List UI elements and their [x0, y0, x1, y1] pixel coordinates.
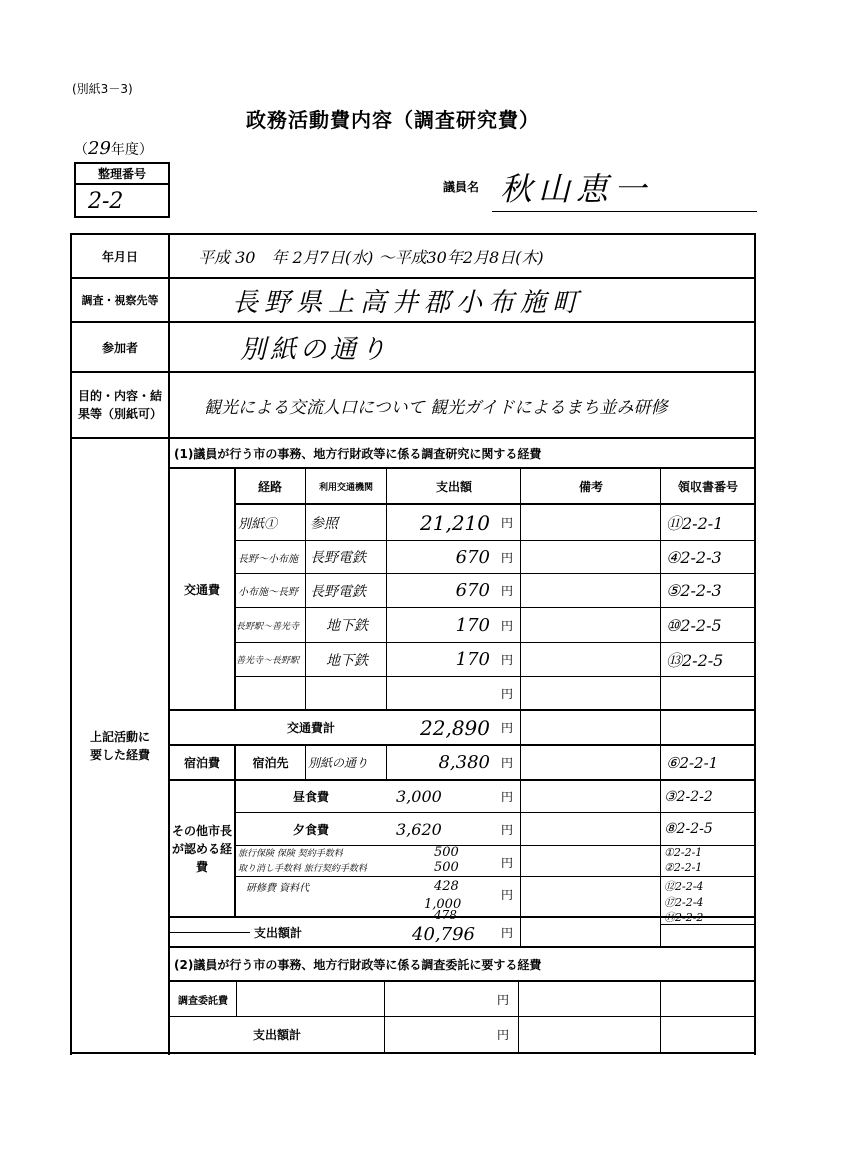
transport-means: 参照 — [310, 515, 338, 532]
misc-label: 旅行保険 保険 契約手数料 — [238, 849, 343, 859]
total-label: 支出額計 — [253, 925, 302, 940]
col-amount: 支出額 — [435, 479, 472, 494]
lodging-destination-label: 宿泊先 — [252, 756, 289, 770]
yen-unit: 円 — [500, 618, 513, 633]
year-close: 年度） — [110, 142, 153, 158]
transport-route: 長野～小布施 — [238, 553, 298, 565]
page-title: 政務活動費内容（調査研究費） — [246, 108, 540, 132]
lunch-receipt: ③2-2-2 — [664, 788, 713, 805]
transport-amount: 21,210 — [420, 510, 490, 535]
misc-receipt: ⑫2-2-4 — [664, 880, 704, 893]
yen-unit: 円 — [500, 790, 513, 804]
transport-receipt: ⑬2-2-5 — [666, 651, 724, 670]
member-name-underline — [492, 211, 757, 212]
section1-title: (1)議員が行う市の事務、地方行財政等に係る調査研究に関する経費 — [174, 446, 542, 461]
dinner-receipt: ⑧2-2-5 — [664, 821, 713, 837]
lodging-amount: 8,380 — [438, 752, 490, 773]
yen-unit: 円 — [496, 1028, 509, 1042]
transport-receipt: ⑪2-2-1 — [666, 514, 724, 533]
transport-receipt: ④2-2-3 — [666, 547, 722, 567]
other-expenses-label: その他市長が認める経費 — [172, 823, 233, 874]
yen-unit: 円 — [500, 887, 513, 902]
transport-total-label: 交通費計 — [286, 721, 335, 735]
attendee-value: 別紙の通り — [240, 334, 391, 365]
yen-unit: 円 — [500, 822, 513, 837]
misc-receipt: ①2-2-1 — [664, 846, 703, 859]
transport-amount: 170 — [455, 614, 490, 636]
lodging-destination: 別紙の通り — [308, 756, 369, 770]
yen-unit: 円 — [500, 550, 513, 565]
transport-total-amount: 22,890 — [420, 715, 490, 740]
member-name: 秋山恵一 — [500, 170, 653, 208]
transport-receipt: ⑤2-2-3 — [666, 581, 722, 600]
reference-number-box — [74, 162, 170, 218]
lodging-receipt: ⑥2-2-1 — [666, 753, 719, 772]
yen-unit: 円 — [500, 721, 513, 735]
transport-route: 善光寺～長野駅 — [236, 656, 300, 666]
fiscal-year — [74, 138, 153, 159]
total2-label: 支出額計 — [252, 1028, 301, 1042]
section2-title: (2)議員が行う市の事務、地方行財政等に係る調査委託に要する経費 — [174, 957, 542, 972]
transport-route: 別紙① — [238, 517, 278, 532]
yen-unit: 円 — [500, 516, 513, 530]
place-label: 調査・視察先等 — [81, 294, 159, 307]
lunch-label: 昼食費 — [292, 790, 329, 804]
transport-route: 小布施～長野 — [238, 587, 298, 598]
transport-amount: 170 — [455, 649, 490, 670]
yen-unit: 円 — [500, 686, 513, 701]
yen-unit: 円 — [496, 992, 509, 1007]
col-transport: 利用交通機関 — [318, 482, 373, 493]
consignment-label: 調査委託費 — [178, 995, 228, 1007]
purpose-value: 観光による交流人口について 観光ガイドによるまち並み研修 — [204, 397, 668, 418]
dinner-amount: 3,620 — [396, 819, 442, 839]
reference-number-label: 整理番号 — [76, 164, 168, 185]
transport-means: 長野電鉄 — [310, 583, 366, 600]
misc-amount: 428 — [434, 878, 459, 894]
col-note: 備考 — [578, 479, 603, 494]
misc-amount: 1,000 — [424, 896, 462, 912]
transport-amount: 670 — [455, 546, 490, 568]
transport-means: 長野電鉄 — [310, 550, 366, 566]
transport-means: 地下鉄 — [326, 652, 368, 669]
transport-label: 交通費 — [183, 582, 220, 597]
misc-receipt: ②2-2-1 — [664, 861, 703, 874]
total-amount: 40,796 — [412, 923, 475, 945]
misc-label: 取り消し手数料 旅行契約手数料 — [238, 864, 367, 874]
yen-unit: 円 — [500, 855, 513, 870]
reference-number-value: 2-2 — [88, 189, 124, 214]
transport-receipt: ⑩2-2-5 — [666, 615, 722, 635]
purpose-label: 目的・内容・結果等（別紙可） — [77, 389, 162, 421]
attachment-label: (別紙3－3) — [72, 82, 133, 96]
yen-unit: 円 — [500, 925, 513, 940]
col-route: 経路 — [257, 479, 282, 494]
transport-route: 長野駅～善光寺 — [236, 621, 300, 632]
misc-amount: 478 — [434, 908, 457, 922]
date-value: 平成 30 年 2月7日(水) ～平成30年2月8日(木) — [198, 247, 544, 267]
col-receipt: 領収書番号 — [677, 479, 738, 494]
misc-receipt: ⑭2-2-2 — [664, 911, 704, 924]
place-value: 長野県上高井郡小布施町 — [232, 287, 585, 318]
misc-amount: 500 — [434, 860, 459, 875]
attendee-label: 参加者 — [101, 340, 138, 355]
misc-label: 研修費 資料代 — [246, 882, 310, 894]
member-name-label: 議員名 — [443, 180, 480, 194]
yen-unit: 円 — [500, 584, 513, 598]
date-label: 年月日 — [101, 249, 138, 264]
year-open: （ — [74, 142, 88, 158]
misc-amount: 500 — [434, 845, 459, 860]
transport-amount: 670 — [455, 580, 490, 601]
misc-receipt: ⑰2-2-4 — [664, 896, 704, 909]
lodging-label: 宿泊費 — [183, 756, 220, 770]
dinner-label: 夕食費 — [292, 822, 329, 837]
yen-unit: 円 — [500, 756, 513, 770]
yen-unit: 円 — [500, 653, 513, 667]
transport-means: 地下鉄 — [326, 618, 368, 634]
year-value: 29 — [88, 138, 111, 159]
expenses-side-label: 上記活動に要した経費 — [89, 730, 150, 762]
lunch-amount: 3,000 — [396, 787, 442, 806]
